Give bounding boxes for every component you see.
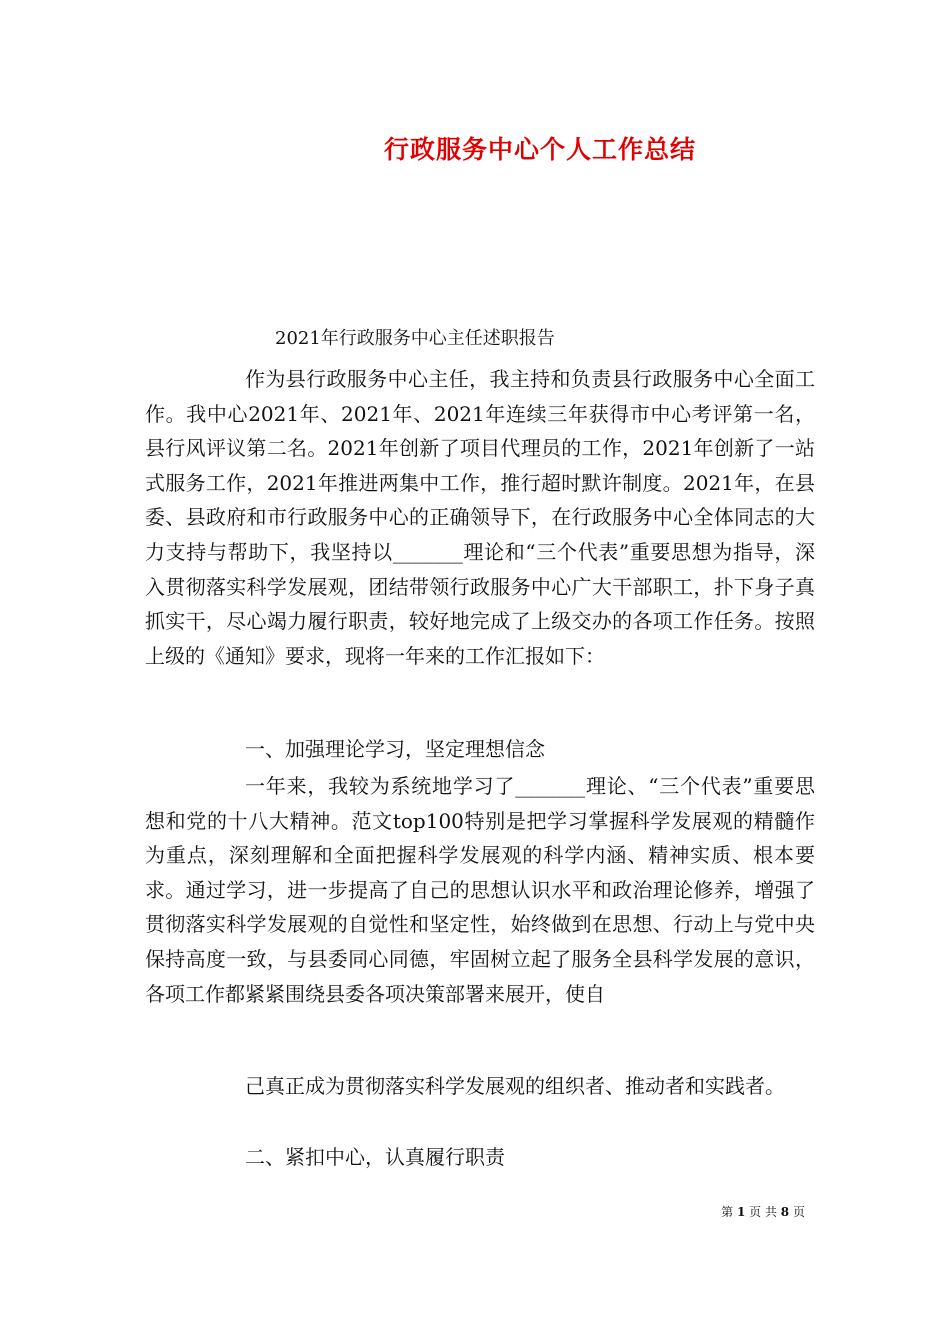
report-subtitle: 2021年行政服务中心主任述职报告 (275, 328, 555, 349)
document-title: 行政服务中心个人工作总结 (383, 135, 696, 164)
paragraph-continuation: 己真正成为贯彻落实科学发展观的组织者、推动者和实践者。 (245, 1074, 785, 1098)
footer-current-page: 1 (736, 1205, 746, 1219)
footer-prefix: 第 (721, 1205, 734, 1219)
section-heading-1: 一、加强理论学习，坚定理想信念 (245, 737, 545, 761)
footer-total-pages: 8 (780, 1205, 790, 1219)
paragraph-theory-study: 一年来，我较为系统地学习了_______理论、“三个代表”重要思想和党的十八大精神。范文top100特别是把学习掌握科学发展观的精髓作为重点，深刻理解和全面把握科学发展观的科学内涵、精神实质、根本要求。通过学习，进一步提高了自己的思想认识水平和政治理论修养，增强了贯彻落实科学发展观的自觉性和坚定性，始终做到在思想、行动上与党中央保持高度一致，与县委同心同德，牢固树立起了服务全县科学发展的意识，各项工作都紧紧围绕县委各项决策部署来展开，使自 (145, 774, 815, 1006)
paragraph-intro: 作为县行政服务中心主任，我主持和负责县行政服务中心全面工作。我中心2021年、2021年、2021年连续三年获得市中心考评第一名，县行风评议第二名。2021年创新了项目代理员的工作，2021年创新了一站式服务工作，2021年推进两集中工作，推行超时默许制度。2021年，在县委、县政府和市行政服务中心的正确领导下，在行政服务中心全体同志的大力支持与帮助下，我坚持以_______理论和“三个代表”重要思想为指导，深入贯彻落实科学发展观，团结带领行政服务中心广大干部职工，扑下身子真抓实干，尽心竭力履行职责，较好地完成了上级交办的各项工作任务。按照上级的《通知》要求，现将一年来的工作汇报如下： (145, 367, 815, 668)
footer-suffix: 页 (792, 1205, 805, 1219)
section-heading-2: 二、紧扣中心，认真履行职责 (245, 1145, 505, 1169)
page-number-footer (721, 1203, 805, 1221)
footer-middle: 页 共 (749, 1205, 777, 1219)
